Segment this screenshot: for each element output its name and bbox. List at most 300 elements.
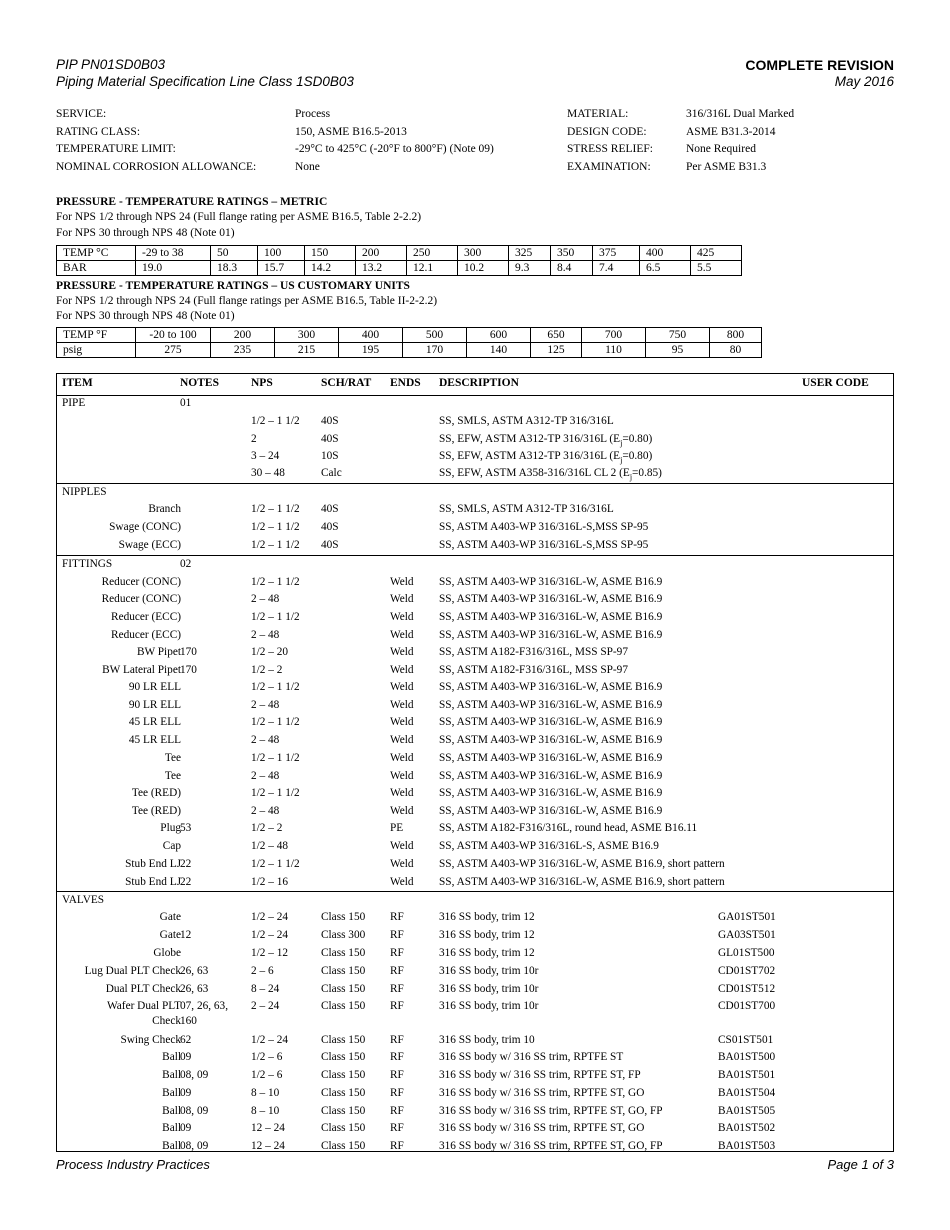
sch-cell: Class 150 [321, 1087, 366, 1099]
nps-cell: 1/2 – 12 [251, 947, 289, 959]
table-cell: 170 [403, 343, 467, 358]
item-cell: Gate [159, 911, 181, 923]
corrosion-allowance-label: NOMINAL CORROSION ALLOWANCE: [56, 160, 257, 173]
section-notes: 02 [180, 558, 192, 570]
item-cell: BW Lateral Pipet [102, 664, 181, 676]
table-cell: 400 [640, 246, 691, 261]
user-code-cell: GA03ST501 [718, 929, 776, 941]
temperature-limit-value: -29°C to 425°C (-20°F to 800°F) (Note 09) [295, 143, 494, 155]
nipples-section-row [57, 484, 893, 501]
stress-relief-value: None Required [686, 143, 756, 155]
sch-cell: Class 150 [321, 947, 366, 959]
nps-cell: 12 – 24 [251, 1140, 285, 1152]
design-code-value: ASME B31.3-2014 [686, 125, 776, 138]
nps-cell: 1/2 – 1 1/2 [251, 576, 300, 588]
fittings-section-row [57, 556, 893, 573]
table-cell: 300 [458, 246, 509, 261]
desc-cell: 316 SS body, trim 10r [439, 1000, 539, 1012]
ends-cell: Weld [390, 858, 414, 870]
table-cell: 110 [582, 343, 646, 358]
desc-cell: SS, ASTM A403-WP 316/316L-W, ASME B16.9, short pattern [439, 858, 725, 870]
us-ratings-title: PRESSURE - TEMPERATURE RATINGS – US CUSTOMARY UNITS [56, 280, 410, 292]
item-cell: 45 LR ELL [128, 734, 181, 746]
sch-cell: 40S [321, 503, 339, 515]
us-note-2: For NPS 30 through NPS 48 (Note 01) [56, 310, 235, 322]
nps-cell: 1/2 – 48 [251, 840, 289, 852]
ends-cell: Weld [390, 840, 414, 852]
ends-cell: RF [390, 1069, 404, 1081]
notes-cell: 09 [180, 1051, 192, 1063]
notes-cell: 26, 63 [180, 965, 209, 977]
metric-note-1: For NPS 1/2 through NPS 24 (Full flange rating per ASME B16.5, Table 2-2.2) [56, 211, 422, 223]
ends-cell: RF [390, 947, 404, 959]
nps-cell: 2 – 48 [251, 699, 280, 711]
item-cell: Tee (RED) [131, 805, 181, 817]
table-cell: 750 [646, 328, 710, 343]
notes-cell: 12 [180, 929, 192, 941]
table-cell: 500 [403, 328, 467, 343]
table-row [57, 963, 893, 980]
item-cell: Ball [162, 1122, 181, 1134]
table-cell: 125 [531, 343, 582, 358]
examination-label: EXAMINATION: [567, 160, 651, 173]
nps-cell: 1/2 – 24 [251, 929, 289, 941]
table-row [57, 501, 893, 518]
table-cell: 275 [136, 343, 211, 358]
col-item: ITEM [62, 377, 93, 389]
notes-cell: 53 [180, 822, 192, 834]
user-code-cell: BA01ST500 [718, 1051, 776, 1063]
desc-text: SS, EFW, ASTM A358-316/316L CL 2 (E [439, 467, 630, 479]
nps-cell: 1/2 – 6 [251, 1069, 283, 1081]
nps-cell: 1/2 – 2 [251, 822, 283, 834]
ends-cell: RF [390, 1105, 404, 1117]
notes-cell-line2: 160 [180, 1015, 197, 1027]
table-row [57, 627, 893, 644]
user-code-cell: CD01ST512 [718, 983, 776, 995]
ends-cell: Weld [390, 593, 414, 605]
col-nps: NPS [251, 377, 273, 389]
metric-temp-row [57, 246, 742, 261]
ends-cell: Weld [390, 646, 414, 658]
table-cell: 400 [339, 328, 403, 343]
desc-cell: SS, ASTM A403-WP 316/316L-S,MSS SP-95 [439, 521, 649, 533]
temperature-limit-label: TEMPERATURE LIMIT: [56, 143, 176, 155]
desc-cell: SS, ASTM A403-WP 316/316L-W, ASME B16.9 [439, 752, 663, 764]
table-cell: 9.3 [509, 261, 551, 276]
table-cell: 650 [531, 328, 582, 343]
us-pressure-row [57, 343, 762, 358]
material-label: MATERIAL: [567, 108, 629, 120]
desc-cell: SS, ASTM A403-WP 316/316L-W, ASME B16.9, short pattern [439, 876, 725, 888]
desc-cell: SS, ASTM A403-WP 316/316L-W, ASME B16.9 [439, 593, 663, 605]
nps-cell: 30 – 48 [251, 467, 285, 479]
table-cell: 15.7 [258, 261, 305, 276]
item-cell: Swage (ECC) [118, 539, 181, 551]
desc-cell: 316 SS body w/ 316 SS trim, RPTFE ST, GO [439, 1122, 645, 1134]
item-cell: 90 LR ELL [128, 699, 181, 711]
sch-cell: Class 150 [321, 1122, 366, 1134]
user-code-cell: BA01ST503 [718, 1140, 776, 1152]
table-row [57, 1085, 893, 1102]
sch-cell: 40S [321, 521, 339, 533]
notes-cell: 22 [180, 876, 192, 888]
table-cell: 8.4 [551, 261, 593, 276]
item-cell: Ball [162, 1105, 181, 1117]
nps-cell: 2 – 48 [251, 770, 280, 782]
nps-cell: 1/2 – 2 [251, 664, 283, 676]
nps-cell: 1/2 – 24 [251, 911, 289, 923]
desc-cell: 316 SS body w/ 316 SS trim, RPTFE ST, GO [439, 1087, 645, 1099]
desc-cell: SS, ASTM A182-F316/316L, MSS SP-97 [439, 646, 628, 658]
metric-note-2: For NPS 30 through NPS 48 (Note 01) [56, 227, 235, 239]
nps-cell: 1/2 – 1 1/2 [251, 716, 300, 728]
table-row [57, 697, 893, 714]
nps-cell: 1/2 – 1 1/2 [251, 415, 300, 427]
desc-cell: 316 SS body w/ 316 SS trim, RPTFE ST, GO, FP [439, 1140, 663, 1152]
ends-cell: Weld [390, 805, 414, 817]
table-row [57, 448, 893, 465]
rating-class-value: 150, ASME B16.5-2013 [295, 125, 407, 138]
sch-cell: Class 150 [321, 911, 366, 923]
ends-cell: Weld [390, 576, 414, 588]
table-row [57, 750, 893, 767]
table-row [57, 714, 893, 731]
info-left-values [295, 106, 494, 176]
ends-cell: RF [390, 1087, 404, 1099]
desc-cell: SS, ASTM A403-WP 316/316L-W, ASME B16.9 [439, 576, 663, 588]
sch-cell: Class 150 [321, 1000, 366, 1012]
user-code-cell: GL01ST500 [718, 947, 775, 959]
page-number: Page 1 of 3 [827, 1157, 894, 1172]
item-cell: Branch [148, 503, 181, 515]
ends-cell: RF [390, 1051, 404, 1063]
user-code-cell: CD01ST702 [718, 965, 776, 977]
notes-cell: 07, 26, 63, [180, 1000, 229, 1012]
table-row [57, 856, 893, 873]
desc-cell: 316 SS body, trim 12 [439, 929, 535, 941]
table-row [57, 1120, 893, 1137]
item-cell: Globe [153, 947, 181, 959]
item-cell: Cap [162, 840, 181, 852]
desc-cell: SS, SMLS, ASTM A312-TP 316/316L [439, 415, 614, 427]
table-cell: TEMP °F [57, 328, 136, 343]
notes-cell: 08, 09 [180, 1069, 209, 1081]
table-cell: 150 [305, 246, 356, 261]
notes-cell: 08, 09 [180, 1140, 209, 1152]
sch-cell: 40S [321, 415, 339, 427]
item-cell-line2: Check [152, 1015, 181, 1027]
item-cell: Reducer (ECC) [111, 629, 181, 641]
item-cell: Tee (RED) [131, 787, 181, 799]
sch-cell: Class 150 [321, 1140, 366, 1152]
table-cell: 375 [593, 246, 640, 261]
table-cell: 50 [211, 246, 258, 261]
valves-section-row [57, 892, 893, 909]
table-cell: 6.5 [640, 261, 691, 276]
col-user-code: USER CODE [802, 377, 869, 389]
desc-cell: SS, ASTM A403-WP 316/316L-W, ASME B16.9 [439, 734, 663, 746]
us-note-1: For NPS 1/2 through NPS 24 (Full flange ratings per ASME B16.5, Table II-2-2.2) [56, 295, 438, 307]
desc-cell: 316 SS body, trim 10r [439, 965, 539, 977]
desc-text: SS, EFW, ASTM A312-TP 316/316L (E [439, 433, 621, 445]
table-cell: 250 [407, 246, 458, 261]
nps-cell: 1/2 – 1 1/2 [251, 858, 300, 870]
table-row [57, 591, 893, 608]
ends-cell: RF [390, 1034, 404, 1046]
section-label: NIPPLES [62, 486, 107, 498]
section-label: FITTINGS [62, 558, 113, 570]
table-cell: 18.3 [211, 261, 258, 276]
table-row [57, 981, 893, 998]
ends-cell: RF [390, 983, 404, 995]
doc-title: Piping Material Specification Line Class 1SD0B03 [56, 74, 354, 89]
ends-cell: Weld [390, 752, 414, 764]
table-row [57, 1049, 893, 1066]
item-cell: Reducer (CONC) [101, 576, 181, 588]
nps-cell: 1/2 – 24 [251, 1034, 289, 1046]
nps-cell: 2 [251, 433, 257, 445]
desc-text: =0.85) [632, 467, 662, 479]
desc-cell: SS, ASTM A403-WP 316/316L-W, ASME B16.9 [439, 787, 663, 799]
table-cell: 100 [258, 246, 305, 261]
table-cell: 95 [646, 343, 710, 358]
ends-cell: Weld [390, 716, 414, 728]
desc-cell [439, 450, 652, 464]
table-row [57, 413, 893, 430]
ends-cell: Weld [390, 629, 414, 641]
col-sch: SCH/RAT [321, 377, 372, 389]
notes-cell: 26, 63 [180, 983, 209, 995]
desc-text: SS, EFW, ASTM A312-TP 316/316L (E [439, 450, 621, 462]
desc-cell: 316 SS body w/ 316 SS trim, RPTFE ST, GO, FP [439, 1105, 663, 1117]
table-row [57, 785, 893, 802]
section-label: PIPE [62, 397, 86, 409]
sch-cell: 10S [321, 450, 339, 462]
desc-cell: 316 SS body w/ 316 SS trim, RPTFE ST [439, 1051, 624, 1063]
item-cell: Lug Dual PLT Check [84, 965, 181, 977]
sch-cell: Class 150 [321, 1051, 366, 1063]
table-cell: 700 [582, 328, 646, 343]
desc-cell: SS, ASTM A182-F316/316L, MSS SP-97 [439, 664, 628, 676]
table-row [57, 465, 893, 482]
table-cell: 200 [211, 328, 275, 343]
nps-cell: 1/2 – 1 1/2 [251, 539, 300, 551]
desc-cell: SS, ASTM A182-F316/316L, round head, ASME B16.11 [439, 822, 698, 834]
spec-table [56, 373, 894, 1152]
table-cell: -20 to 100 [136, 328, 211, 343]
info-right-labels [567, 106, 653, 176]
notes-cell: 22 [180, 858, 192, 870]
desc-cell: SS, ASTM A403-WP 316/316L-W, ASME B16.9 [439, 770, 663, 782]
item-cell: Swing Check [120, 1034, 181, 1046]
us-ratings-table [56, 327, 762, 358]
notes-cell: 170 [180, 664, 197, 676]
table-cell: 215 [275, 343, 339, 358]
nps-cell: 8 – 10 [251, 1105, 280, 1117]
nps-cell: 1/2 – 1 1/2 [251, 752, 300, 764]
desc-cell: SS, ASTM A403-WP 316/316L-S, ASME B16.9 [439, 840, 659, 852]
table-cell: -29 to 38 [136, 246, 211, 261]
user-code-cell: CS01ST501 [718, 1034, 774, 1046]
notes-cell: 09 [180, 1087, 192, 1099]
service-label: SERVICE: [56, 108, 107, 120]
design-code-label: DESIGN CODE: [567, 125, 647, 138]
nps-cell: 2 – 48 [251, 805, 280, 817]
table-cell: 14.2 [305, 261, 356, 276]
user-code-cell: GA01ST501 [718, 911, 776, 923]
examination-value: Per ASME B31.3 [686, 160, 767, 173]
footer-left: Process Industry Practices [56, 1157, 210, 1172]
item-cell: Swage (CONC) [109, 521, 181, 533]
table-row [57, 998, 893, 1027]
ends-cell: RF [390, 929, 404, 941]
item-cell: 90 LR ELL [128, 681, 181, 693]
metric-ratings-table [56, 245, 742, 276]
ends-cell: Weld [390, 699, 414, 711]
item-cell: Ball [162, 1069, 181, 1081]
sch-cell: Class 150 [321, 965, 366, 977]
table-row [57, 644, 893, 661]
notes-cell: 08, 09 [180, 1105, 209, 1117]
notes-cell: 09 [180, 1122, 192, 1134]
table-cell: 19.0 [136, 261, 211, 276]
sch-cell: Class 150 [321, 1034, 366, 1046]
info-right-values [686, 106, 794, 176]
col-notes: NOTES [180, 377, 219, 389]
nps-cell: 2 – 48 [251, 629, 280, 641]
desc-cell: 316 SS body, trim 10r [439, 983, 539, 995]
ends-cell: Weld [390, 876, 414, 888]
item-cell: Ball [162, 1087, 181, 1099]
table-row [57, 768, 893, 785]
table-cell: 235 [211, 343, 275, 358]
ends-cell: Weld [390, 664, 414, 676]
nps-cell: 1/2 – 1 1/2 [251, 503, 300, 515]
table-cell: 5.5 [691, 261, 742, 276]
desc-cell: 316 SS body, trim 12 [439, 911, 535, 923]
desc-cell: SS, ASTM A403-WP 316/316L-W, ASME B16.9 [439, 716, 663, 728]
desc-text: =0.80) [622, 433, 653, 445]
col-ends: ENDS [390, 377, 421, 389]
ends-cell: Weld [390, 681, 414, 693]
nps-cell: 2 – 48 [251, 734, 280, 746]
table-cell: 140 [467, 343, 531, 358]
nps-cell: 3 – 24 [251, 450, 280, 462]
table-cell: 800 [710, 328, 762, 343]
nps-cell: 2 – 48 [251, 593, 280, 605]
item-cell: Reducer (CONC) [101, 593, 181, 605]
table-row [57, 574, 893, 591]
desc-cell: SS, ASTM A403-WP 316/316L-S,MSS SP-95 [439, 539, 649, 551]
corrosion-allowance-value: None [295, 160, 320, 173]
notes-cell: 170 [180, 646, 197, 658]
desc-cell: 316 SS body, trim 12 [439, 947, 535, 959]
desc-cell: SS, ASTM A403-WP 316/316L-W, ASME B16.9 [439, 681, 663, 693]
desc-cell: 316 SS body w/ 316 SS trim, RPTFE ST, FP [439, 1069, 641, 1081]
desc-cell: SS, ASTM A403-WP 316/316L-W, ASME B16.9 [439, 629, 663, 641]
ends-cell: Weld [390, 787, 414, 799]
sch-cell: Class 150 [321, 1105, 366, 1117]
item-cell: Dual PLT Check [105, 983, 181, 995]
nps-cell: 1/2 – 1 1/2 [251, 521, 300, 533]
table-cell: 325 [509, 246, 551, 261]
ends-cell: RF [390, 965, 404, 977]
user-code-cell: BA01ST502 [718, 1122, 776, 1134]
table-row [57, 909, 893, 926]
material-value: 316/316L Dual Marked [686, 108, 795, 120]
nps-cell: 1/2 – 6 [251, 1051, 283, 1063]
desc-cell: SS, SMLS, ASTM A312-TP 316/316L [439, 503, 614, 515]
sch-cell: 40S [321, 539, 339, 551]
table-row [57, 820, 893, 837]
item-cell: Tee [164, 770, 181, 782]
nps-cell: 8 – 24 [251, 983, 280, 995]
table-row [57, 874, 893, 891]
table-cell: 13.2 [356, 261, 407, 276]
desc-cell: 316 SS body, trim 10 [439, 1034, 535, 1046]
user-code-cell: BA01ST505 [718, 1105, 776, 1117]
item-cell: Wafer Dual PLT [107, 1000, 181, 1012]
table-row [57, 945, 893, 962]
ends-cell: RF [390, 1140, 404, 1152]
table-row [57, 1138, 893, 1155]
user-code-cell: BA01ST501 [718, 1069, 776, 1081]
sch-cell: 40S [321, 433, 339, 445]
sch-cell: Class 300 [321, 929, 366, 941]
table-row [57, 431, 893, 448]
service-value: Process [295, 108, 331, 120]
pipe-section-row [57, 395, 893, 412]
item-cell: 45 LR ELL [128, 716, 181, 728]
nps-cell: 1/2 – 16 [251, 876, 289, 888]
desc-subscript: j [629, 472, 633, 482]
table-cell: 80 [710, 343, 762, 358]
desc-cell: SS, ASTM A403-WP 316/316L-W, ASME B16.9 [439, 699, 663, 711]
desc-text: =0.80) [622, 450, 653, 462]
table-cell: 195 [339, 343, 403, 358]
ends-cell: RF [390, 911, 404, 923]
sch-cell: Class 150 [321, 1069, 366, 1081]
ends-cell: RF [390, 1000, 404, 1012]
table-cell: 300 [275, 328, 339, 343]
table-row [57, 662, 893, 679]
us-temp-row [57, 328, 762, 343]
item-cell: Plug [160, 822, 181, 834]
desc-subscript: j [620, 438, 623, 448]
section-notes: 01 [180, 397, 192, 409]
table-cell: psig [57, 343, 136, 358]
user-code-cell: BA01ST504 [718, 1087, 776, 1099]
user-code-cell: CD01ST700 [718, 1000, 776, 1012]
rating-class-label: RATING CLASS: [56, 125, 141, 138]
revision-date: May 2016 [834, 74, 894, 89]
metric-pressure-row [57, 261, 742, 276]
table-row [57, 609, 893, 626]
nps-cell: 2 – 6 [251, 965, 274, 977]
revision-label: COMPLETE REVISION [745, 57, 894, 73]
table-row [57, 927, 893, 944]
desc-subscript: j [620, 455, 623, 465]
table-row [57, 679, 893, 696]
table-cell: 425 [691, 246, 742, 261]
table-row [57, 1067, 893, 1084]
ends-cell: Weld [390, 611, 414, 623]
nps-cell: 1/2 – 1 1/2 [251, 681, 300, 693]
item-cell: Ball [162, 1140, 181, 1152]
nps-cell: 12 – 24 [251, 1122, 285, 1134]
item-cell: Reducer (ECC) [111, 611, 181, 623]
